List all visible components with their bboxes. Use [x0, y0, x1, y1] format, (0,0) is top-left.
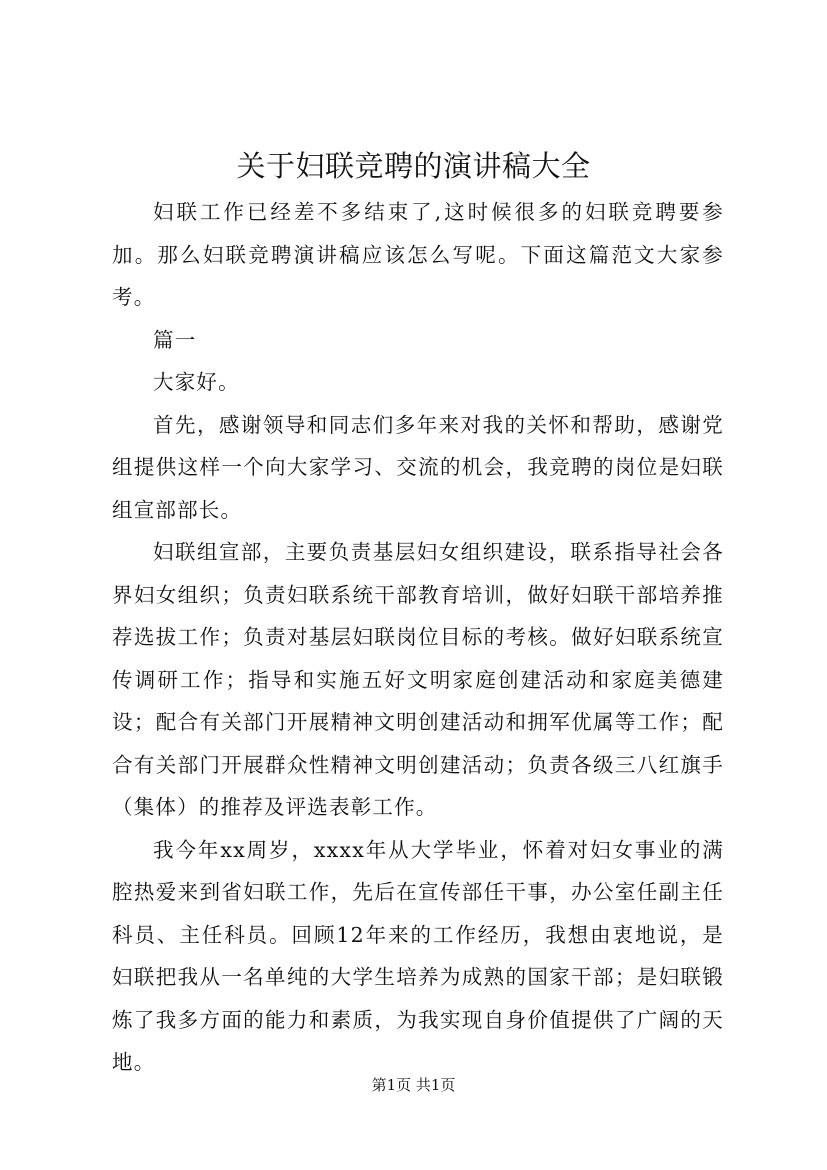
- paragraph-greeting: 大家好。: [153, 370, 240, 394]
- paragraph-duties: 妇联组宣部，主要负责基层妇女组织建设，联系指导社会各界妇女组织；负责妇联系统干部教育培训，做好妇联干部培养推荐选拔工作；负责对基层妇联岗位目标的考核。做好妇联系统宣传调研工作；指导和实施五好文明家庭创建活动和家庭美德建设；配合有关部门开展精神文明创建活动和拥军优属等工作；配合有关部门开展群众性精神文明创建活动；负责各级三八红旗手（集体）的推荐及评选表彰工作。: [112, 540, 724, 819]
- paragraph-thanks: 首先，感谢领导和同志们多年来对我的关怀和帮助，感谢党组提供这样一个向大家学习、交流的机会，我竞聘的岗位是妇联组宣部部长。: [112, 412, 724, 522]
- paragraph-background: 我今年xx周岁，xxxx年从大学毕业，怀着对妇女事业的满腔热爱来到省妇联工作，先后在宣传部任干事，办公室任副主任科员、主任科员。回顾12年来的工作经历，我想由衷地说，是妇联把我从一名单纯的大学生培养为成熟的国家干部；是妇联锻炼了我多方面的能力和素质，为我实现自身价值提供了广阔的天地。: [112, 837, 724, 1074]
- document-title: 关于妇联竞聘的演讲稿大全: [236, 149, 591, 183]
- document-body: [112, 191, 724, 1084]
- paragraph-intro: 妇联工作已经差不多结束了,这时候很多的妇联竞聘要参加。那么妇联竞聘演讲稿应该怎么写呢。下面这篇范文大家参考。: [112, 200, 724, 309]
- page-number-footer: 第1页 共1页: [371, 1076, 456, 1094]
- paragraph-section-heading: 篇一: [153, 327, 197, 352]
